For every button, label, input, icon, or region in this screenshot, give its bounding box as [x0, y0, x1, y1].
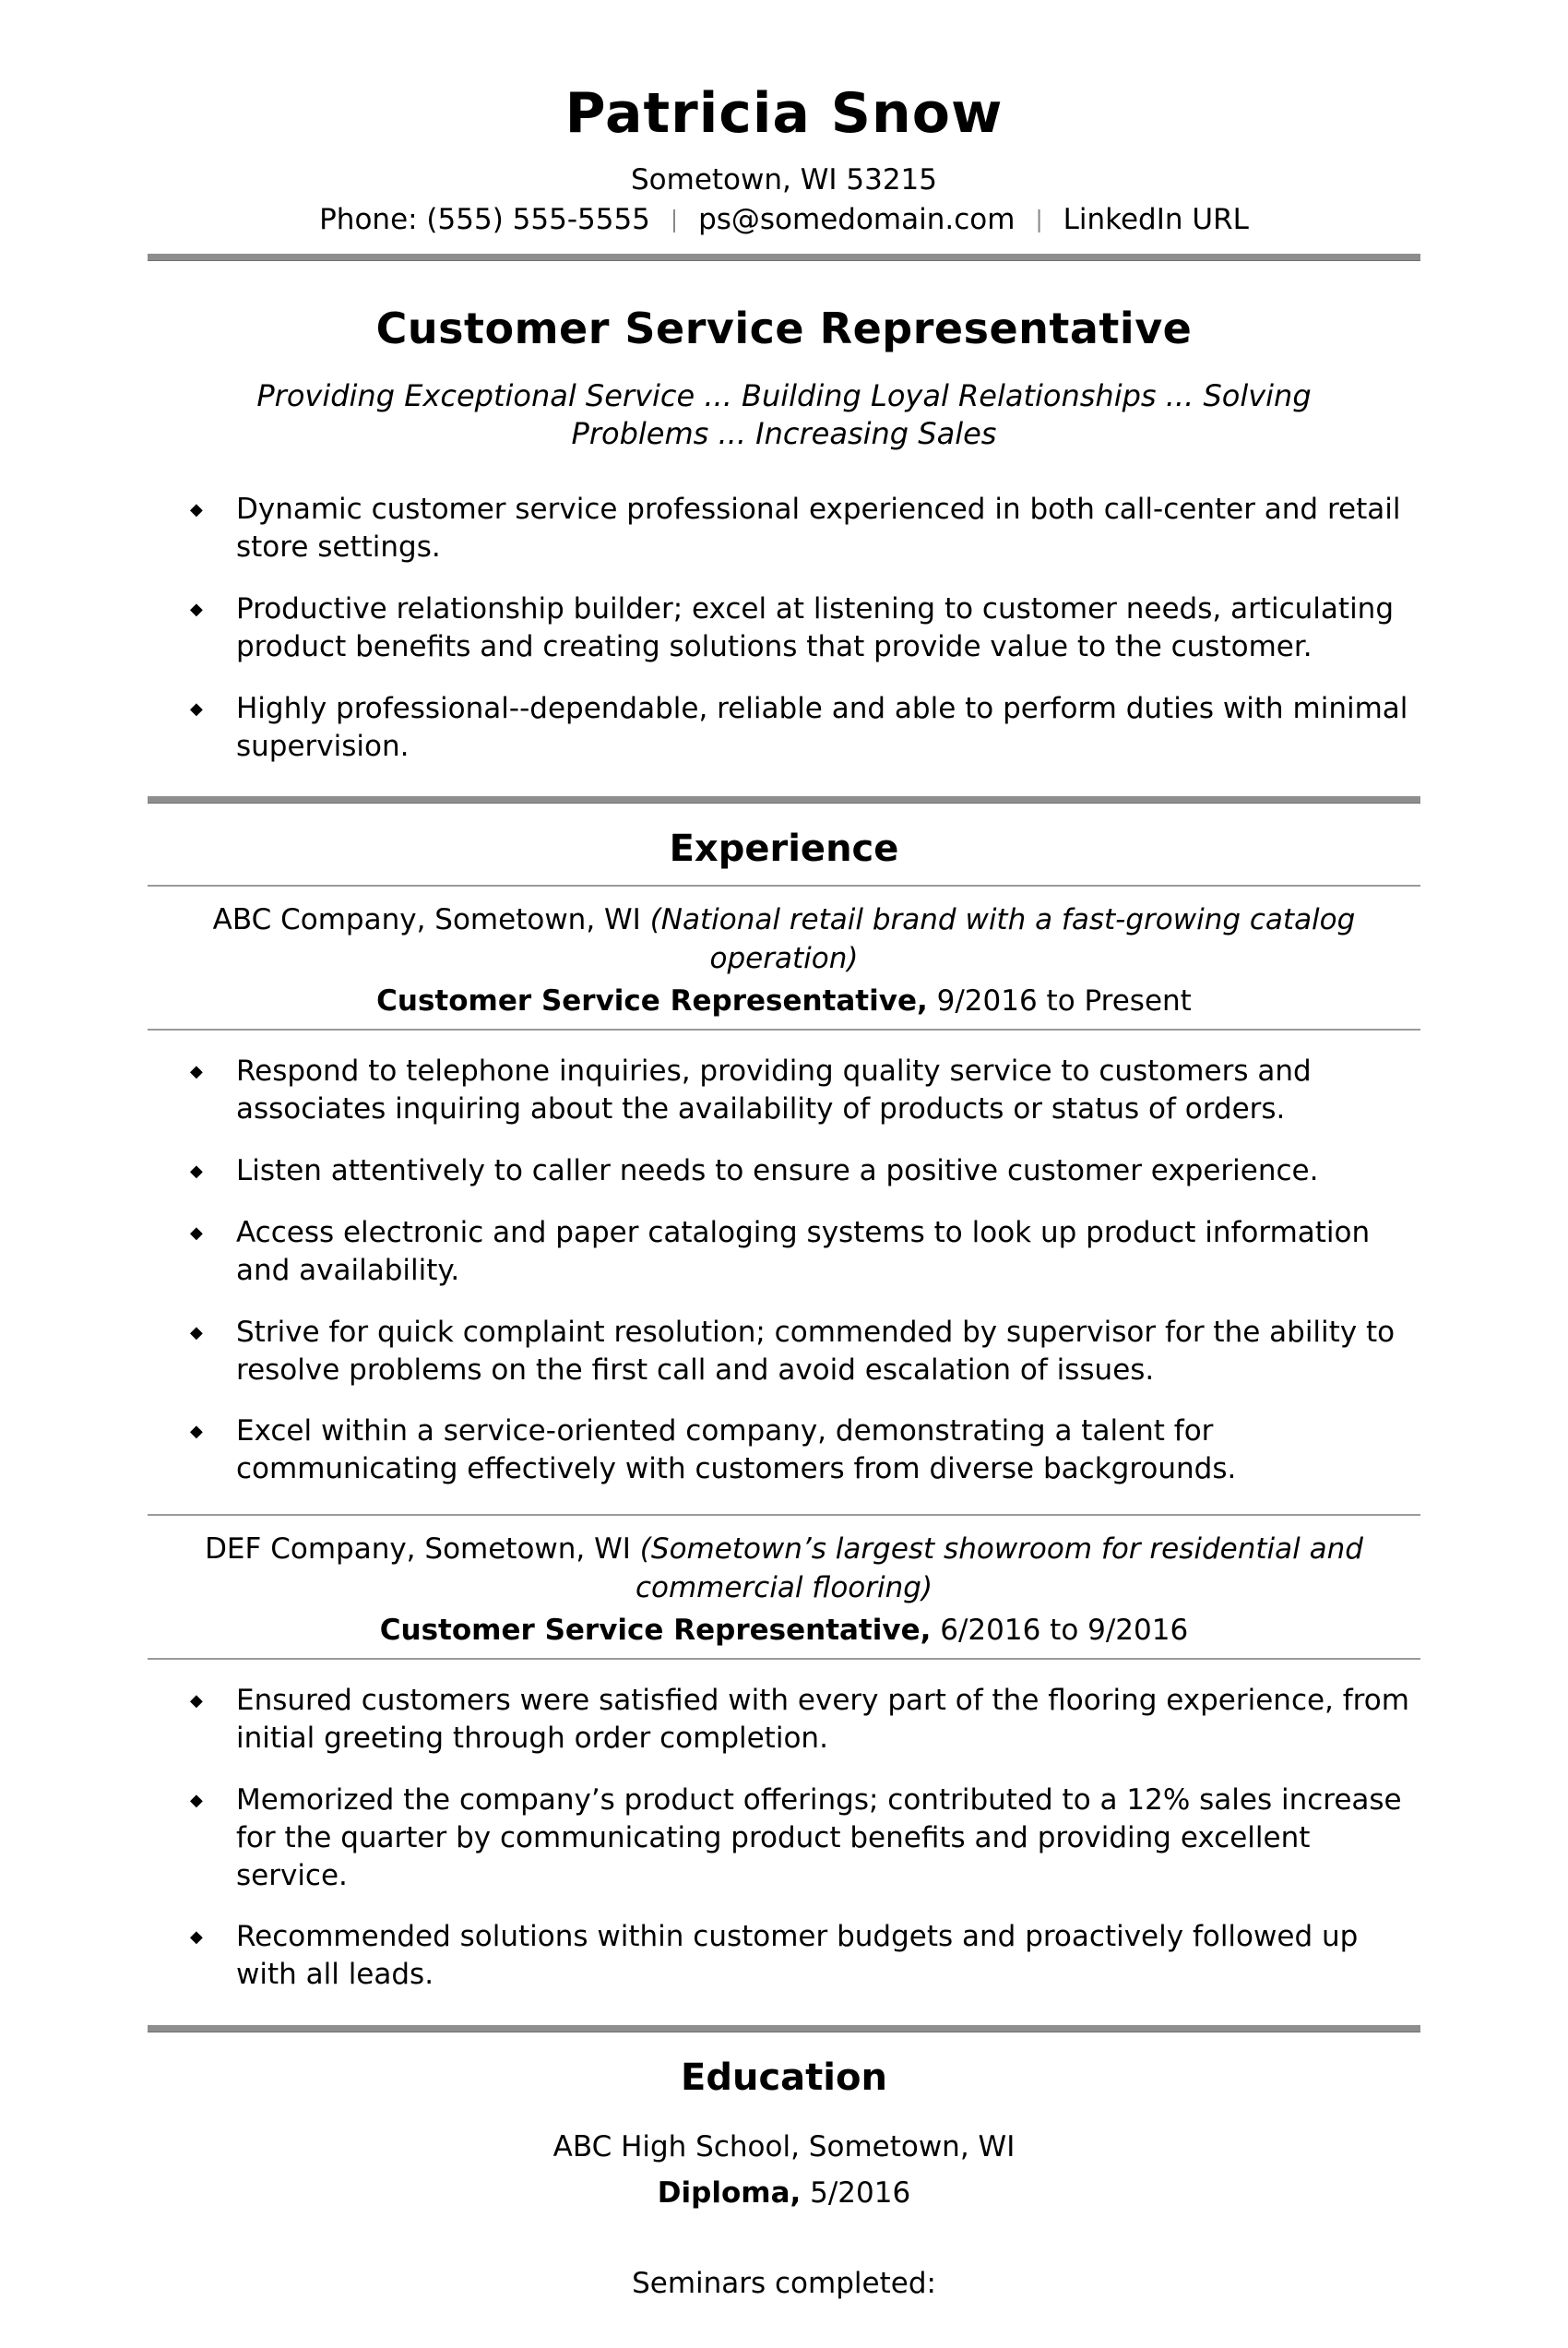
diamond-bullet-icon: ◆ — [190, 1322, 203, 1342]
job-bullets — [148, 1053, 1420, 1488]
bullet-text: Productive relationship builder; excel at listening to customer needs, articulating product benefits and creating solutions that provide value to the customer. — [236, 591, 1395, 663]
summary-bullets — [148, 491, 1420, 765]
thin-divider — [148, 1029, 1420, 1031]
company-note: (National retail brand with a fast-growing catalog operation) — [649, 903, 1356, 976]
summary-bullet — [190, 590, 1420, 666]
job-bullet — [190, 1412, 1420, 1488]
job-bullet — [190, 1214, 1420, 1290]
candidate-name: Patricia Snow — [564, 81, 1004, 146]
email-address: ps@somedomain.com — [698, 203, 1016, 237]
bullet-text: Dynamic customer service professional experienced in both call-center and retail store settings. — [236, 492, 1401, 564]
pipe-separator: | — [670, 206, 679, 233]
diamond-bullet-icon: ◆ — [190, 1790, 203, 1810]
job-bullet — [190, 1053, 1420, 1128]
seminars-label: Seminars completed: — [632, 2266, 936, 2300]
location-line: Sometown, WI 53215 — [630, 163, 937, 197]
contact-line — [148, 200, 1420, 240]
job-dates: 6/2016 to 9/2016 — [940, 1613, 1189, 1647]
degree-line — [148, 2175, 1420, 2213]
diamond-bullet-icon: ◆ — [190, 1422, 203, 1442]
summary-bullet — [190, 690, 1420, 766]
company-name: DEF Company, Sometown, WI — [205, 1532, 631, 1567]
diamond-bullet-icon: ◆ — [190, 698, 203, 719]
resume-title: Customer Service Representative — [375, 303, 1193, 353]
diamond-bullet-icon: ◆ — [190, 599, 203, 619]
diamond-bullet-icon: ◆ — [190, 1222, 203, 1243]
education-heading: Education — [681, 2056, 887, 2100]
job-title-line — [148, 984, 1420, 1018]
job-dates: 9/2016 to Present — [936, 984, 1192, 1019]
bullet-text: Excel within a service-oriented company, demonstrating a talent for communicating effectively with customers from diverse backgrounds. — [236, 1414, 1237, 1486]
bullet-text: Access electronic and paper cataloging systems to look up product information and availability. — [236, 1215, 1371, 1287]
job-title: Customer Service Representative, — [376, 984, 928, 1019]
bullet-text: Highly professional--dependable, reliable and able to perform duties with minimal supervision. — [236, 691, 1408, 763]
bullet-text: Ensured customers were satisfied with every part of the flooring experience, from initial greeting through order completion. — [236, 1683, 1409, 1755]
bullet-text: Respond to telephone inquiries, providing quality service to customers and associates inquiring about the availability of products or status of orders. — [236, 1055, 1312, 1126]
education-divider — [148, 2025, 1420, 2032]
company-name: ABC Company, Sometown, WI — [212, 903, 641, 937]
tagline: Providing Exceptional Service ... Building Loyal Relationships ... Solving Problems ... Increasing Sales — [256, 377, 1312, 452]
job-bullet — [190, 1918, 1420, 1994]
thin-divider — [148, 1658, 1420, 1660]
diamond-bullet-icon: ◆ — [190, 1062, 203, 1082]
diamond-bullet-icon: ◆ — [190, 1161, 203, 1181]
experience-heading: Experience — [669, 828, 899, 871]
diamond-bullet-icon: ◆ — [190, 1927, 203, 1948]
company-line — [175, 901, 1393, 979]
job-entry — [148, 1531, 1420, 1994]
degree: Diploma, — [657, 2176, 802, 2211]
education-section — [148, 2056, 1420, 2304]
company-line — [175, 1531, 1393, 1608]
job-bullet — [190, 1152, 1420, 1190]
job-bullet — [190, 1682, 1420, 1758]
job-entry — [148, 901, 1420, 1488]
job-bullets — [148, 1682, 1420, 1994]
company-note: (Sometown’s largest showroom for residential and commercial flooring) — [635, 1532, 1363, 1605]
job-bullet — [190, 1314, 1420, 1389]
diamond-bullet-icon: ◆ — [190, 1690, 203, 1710]
job-title-line — [148, 1614, 1420, 1647]
job-bullet — [190, 1782, 1420, 1895]
experience-divider — [148, 796, 1420, 804]
bullet-text: Memorized the company’s product offerings; contributed to a 12% sales increase for the quarter by communicating product benefits and providing excellent service. — [236, 1782, 1402, 1892]
bullet-text: Listen attentively to caller needs to ensure a positive customer experience. — [236, 1153, 1319, 1187]
thin-divider — [148, 1514, 1420, 1516]
profile-section — [148, 304, 1420, 766]
bullet-text: Recommended solutions within customer budgets and proactively followed up with all leads. — [236, 1920, 1359, 1992]
phone-number: Phone: (555) 555-5555 — [319, 203, 650, 237]
thin-divider — [148, 885, 1420, 887]
job-title: Customer Service Representative, — [379, 1613, 932, 1647]
diamond-bullet-icon: ◆ — [190, 499, 203, 519]
linkedin-url: LinkedIn URL — [1063, 203, 1249, 237]
summary-bullet — [190, 491, 1420, 566]
header-divider — [148, 254, 1420, 261]
degree-date: 5/2016 — [810, 2176, 911, 2211]
school-line: ABC High School, Sometown, WI — [552, 2130, 1016, 2164]
experience-section — [148, 828, 1420, 1994]
header — [148, 81, 1420, 241]
bullet-text: Strive for quick complaint resolution; commended by supervisor for the ability to resolve problems on the first call and avoid escalation of issues. — [236, 1315, 1396, 1387]
pipe-separator: | — [1035, 206, 1043, 233]
